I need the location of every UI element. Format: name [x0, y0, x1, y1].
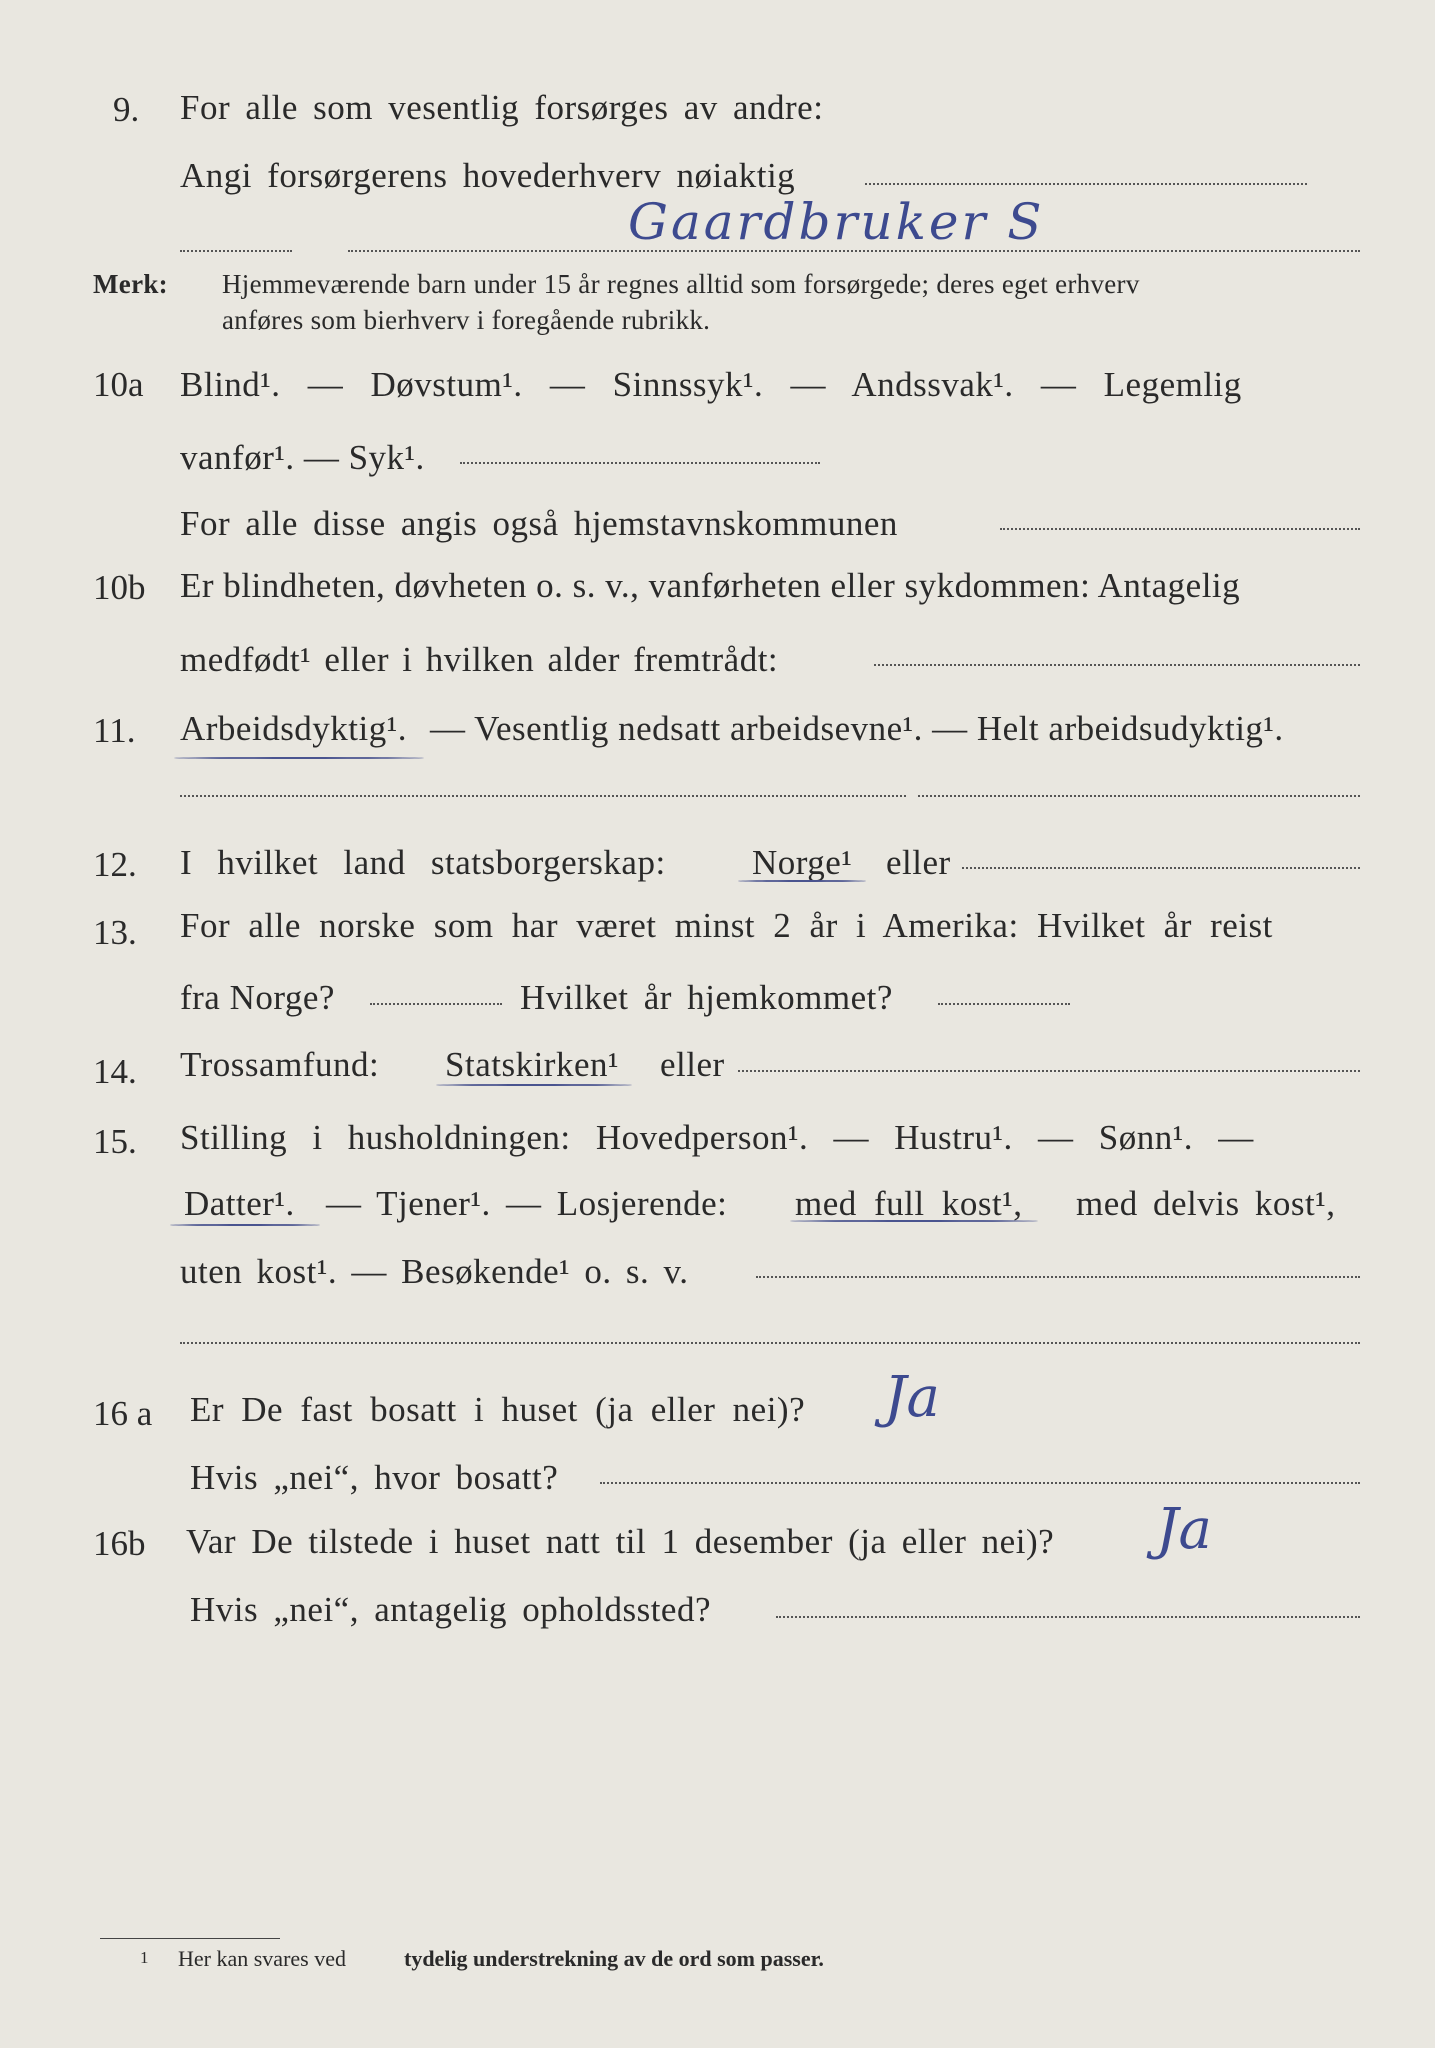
q16a-line1: Er De fast bosatt i huset (ja eller nei)?: [190, 1390, 806, 1429]
q15-kost-underline: [790, 1220, 1038, 1222]
q16a-dotted-line: [600, 1482, 1360, 1484]
q11-underline: [174, 757, 424, 759]
footnote-text-b: tydelig understrekning av de ord som passer.: [404, 1946, 824, 1971]
q12-prefix: I hvilket land statsborgerskap:: [180, 843, 666, 882]
merk-line1: Hjemmeværende barn under 15 år regnes alltid som forsørgede; deres eget erhverv: [222, 269, 1140, 299]
q13-number: 13.: [93, 913, 137, 952]
q9-line2: Angi forsørgerens hovederhverv nøiaktig: [180, 156, 796, 195]
q9-answer-line-a: [180, 250, 292, 252]
q15-line2a: — Tjener¹. — Losjerende:: [326, 1184, 728, 1223]
footnote-rule: [100, 1938, 280, 1939]
q12-underline: [738, 880, 866, 882]
q11-dotted-line-b: [918, 795, 1360, 797]
q10a-hjemstavn-line: [1000, 528, 1360, 530]
q15-option-full-kost: med full kost¹,: [795, 1184, 1023, 1223]
q10a-dotted-line: [460, 462, 820, 464]
q16b-number: 16b: [93, 1524, 146, 1563]
q14-dotted-line: [738, 1070, 1360, 1072]
q10a-number: 10a: [93, 365, 144, 404]
q10b-number: 10b: [93, 568, 146, 607]
q9-number: 9.: [113, 90, 140, 129]
q16b-handwritten-answer: Ja: [1156, 1497, 1212, 1562]
q12-suffix: eller: [886, 843, 951, 882]
q16a-handwritten-answer: Ja: [884, 1365, 940, 1430]
q13-line2b: Hvilket år hjemkommet?: [520, 978, 893, 1017]
q15-datter-underline: [170, 1224, 320, 1226]
q15-number: 15.: [93, 1122, 137, 1161]
q11-option-arbeidsdyktig: Arbeidsdyktig¹.: [180, 709, 408, 748]
q10b-line2: medfødt¹ eller i hvilken alder fremtrådt:: [180, 640, 779, 679]
q16b-line2: Hvis „nei“, antagelig opholdssted?: [190, 1590, 711, 1629]
q13-dotted-line-a: [370, 1003, 502, 1005]
q14-suffix: eller: [660, 1045, 725, 1084]
q16a-number: 16 a: [93, 1394, 153, 1433]
q10a-line1: Blind¹. — Døvstum¹. — Sinnssyk¹. — Andssvak¹. — Legemlig: [180, 365, 1242, 404]
q11-rest: — Vesentlig nedsatt arbeidsevne¹. — Helt arbeidsudyktig¹.: [430, 709, 1284, 748]
q9-dotted-line: [865, 183, 1307, 185]
q15-dotted-line-a: [756, 1276, 1360, 1278]
merk-line2: anføres som bierhverv i foregående rubrikk.: [222, 305, 711, 335]
q10b-dotted-line: [874, 664, 1360, 666]
q10a-line2: vanfør¹. — Syk¹.: [180, 438, 425, 477]
q9-line1: For alle som vesentlig forsørges av andre:: [180, 88, 824, 127]
q14-number: 14.: [93, 1052, 137, 1091]
q14-underline: [436, 1084, 632, 1086]
q13-dotted-line-b: [938, 1003, 1070, 1005]
q16b-dotted-line: [776, 1616, 1360, 1618]
q12-option-norge: Norge¹: [752, 843, 853, 882]
footnote-mark: 1: [140, 1948, 149, 1967]
q15-dotted-line-b: [180, 1342, 1360, 1344]
q14-prefix: Trossamfund:: [180, 1045, 380, 1084]
q11-number: 11.: [93, 711, 136, 750]
q12-number: 12.: [93, 845, 137, 884]
q11-dotted-line-a: [180, 795, 906, 797]
q10a-line3: For alle disse angis også hjemstavnskommunen: [180, 504, 898, 543]
q9-handwritten-answer: Gaardbruker S: [628, 193, 1045, 251]
q15-line3: uten kost¹. — Besøkende¹ o. s. v.: [180, 1252, 689, 1291]
q15-option-datter: Datter¹.: [184, 1184, 295, 1223]
q14-option-statskirken: Statskirken¹: [445, 1045, 619, 1084]
q13-line1: For alle norske som har været minst 2 år i Amerika: Hvilket år reist: [180, 906, 1273, 945]
q16b-line1: Var De tilstede i huset natt til 1 desember (ja eller nei)?: [186, 1522, 1055, 1561]
merk-label: Merk:: [93, 269, 168, 299]
q15-line1: Stilling i husholdningen: Hovedperson¹. — Hustru¹. — Sønn¹. —: [180, 1118, 1254, 1157]
q16a-line2: Hvis „nei“, hvor bosatt?: [190, 1458, 559, 1497]
q10b-line1: Er blindheten, døvheten o. s. v., vanførheten eller sykdommen: Antagelig: [180, 566, 1241, 605]
footnote-text-a: Her kan svares ved: [178, 1946, 346, 1971]
q15-line2b: med delvis kost¹,: [1076, 1184, 1336, 1223]
q13-line2a: fra Norge?: [180, 978, 335, 1017]
q12-dotted-line: [962, 867, 1360, 869]
